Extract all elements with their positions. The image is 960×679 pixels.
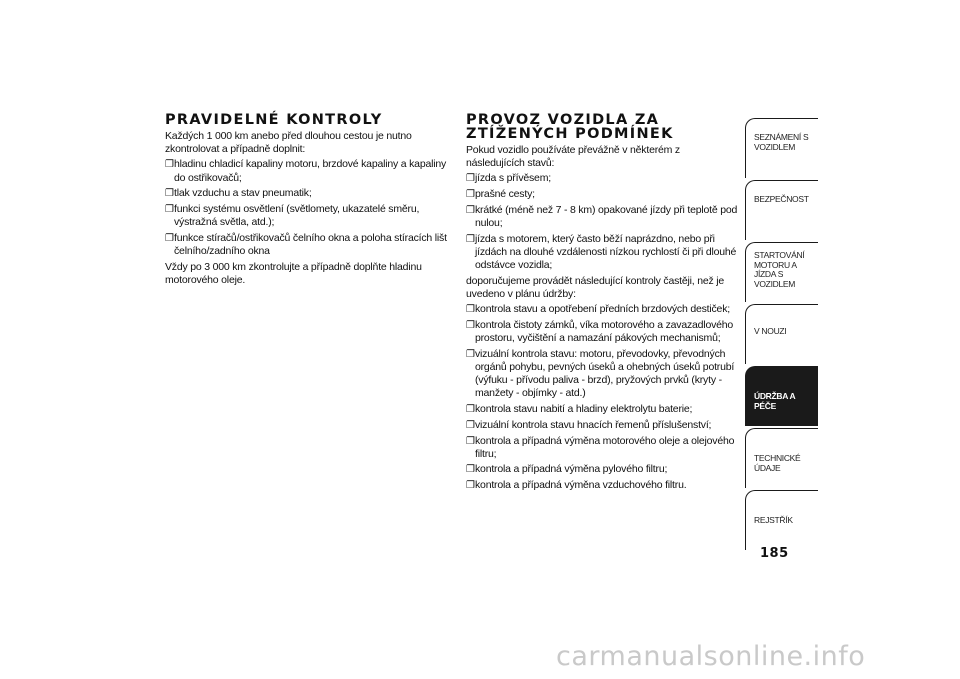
checkbox-bullet-icon: ❐ <box>165 204 174 216</box>
right-intro: Pokud vozidlo používáte převážně v některém z následujících stavů: <box>466 144 680 170</box>
tab-udrzba-a-pece[interactable]: ÚDRŽBA A PÉČE <box>745 366 818 426</box>
checkbox-bullet-icon: ❐ <box>165 232 174 244</box>
list-item: ❐ funkci systému osvětlení (světlomety, ukazatelé směru, výstražná světla, atd.); <box>165 203 420 229</box>
section-title-regular-checks: PRAVIDELNÉ KONTROLY <box>165 112 383 128</box>
list-item: ❐ tlak vzduchu a stav pneumatik; <box>165 187 312 200</box>
checkbox-bullet-icon: ❐ <box>466 304 475 316</box>
checkbox-bullet-icon: ❐ <box>466 189 475 201</box>
tab-bezpecnost[interactable]: BEZPEČNOST <box>745 180 818 240</box>
list-item: ❐ kontrola a případná výměna vzduchového filtru. <box>466 479 687 492</box>
checkbox-bullet-icon: ❐ <box>466 419 475 431</box>
right-middle: doporučujeme provádět následující kontroly častěji, než je uvedeno v plánu údržby: <box>466 274 725 301</box>
left-intro: Každých 1 000 km anebo před dlouhou cestou je nutno zkontrolovat a případně doplnit: <box>165 130 412 156</box>
checkbox-bullet-icon: ❐ <box>466 404 475 416</box>
tab-startovani-motoru[interactable]: STARTOVÁNÍ MOTORU A JÍZDA S VOZIDLEM <box>745 242 818 302</box>
right-column <box>466 113 738 495</box>
list-item: ❐ vizuální kontrola stavu: motoru, převodovky, převodných orgánů pohybu, pevných úseků a ohebných úseků potrubí (výfuku - přívodu paliva - brzd), pryžových prvků (kryty - manžety - objímky - atd.) <box>466 347 735 400</box>
list-item: ❐ krátké (méně než 7 - 8 km) opakované jízdy při teplotě pod nulou; <box>466 203 738 230</box>
list-item: ❐ kontrola stavu a opotřebení předních brzdových destiček; <box>466 303 730 316</box>
tab-seznameni-s-vozidlem[interactable]: SEZNÁMENÍ S VOZIDLEM <box>745 118 818 178</box>
chapter-tabs <box>745 118 818 552</box>
checkbox-bullet-icon: ❐ <box>466 204 475 216</box>
watermark-text: carmanualsonline.info <box>556 641 866 672</box>
left-column <box>165 113 447 287</box>
tab-technicke-udaje[interactable]: TECHNICKÉ ÚDAJE <box>745 428 818 488</box>
checkbox-bullet-icon: ❐ <box>165 159 174 171</box>
title-line-1: PROVOZ VOZIDLA ZA <box>466 112 660 128</box>
checkbox-bullet-icon: ❐ <box>466 464 475 476</box>
page-number: 185 <box>760 546 789 561</box>
list-item: ❐ funkce stíračů/ostřikovačů čelního okna a poloha stíracích lišt čelního/zadního okna <box>165 231 447 258</box>
checkbox-bullet-icon: ❐ <box>466 348 475 360</box>
list-item: ❐ kontrola stavu nabití a hladiny elektrolytu baterie; <box>466 403 693 416</box>
tab-rejstrik[interactable]: REJSTŘÍK <box>745 490 818 550</box>
list-item: ❐ vizuální kontrola stavu hnacích řemenů příslušenství; <box>466 418 712 431</box>
list-item: ❐ jízda s motorem, který často běží naprázdno, nebo při jízdách na dlouhé vzdálenosti nízkou rychlostí či při dlouhé odstávce vozidla; <box>466 232 737 272</box>
checkbox-bullet-icon: ❐ <box>466 435 475 447</box>
tab-v-nouzi[interactable]: V NOUZI <box>745 304 818 364</box>
list-item: ❐ kontrola a případná výměna pylového filtru; <box>466 463 668 476</box>
checkbox-bullet-icon: ❐ <box>466 233 475 245</box>
checkbox-bullet-icon: ❐ <box>466 173 475 185</box>
list-item: ❐ jízda s přívěsem; <box>466 172 551 185</box>
left-outro: Vždy po 3 000 km zkontrolujte a případně doplňte hladinu motorového oleje. <box>165 260 422 287</box>
checkbox-bullet-icon: ❐ <box>165 188 174 200</box>
list-item: ❐ hladinu chladicí kapaliny motoru, brzdové kapaliny a kapaliny do ostřikovačů; <box>165 158 447 184</box>
list-item: ❐ kontrola a případná výměna motorového oleje a olejového filtru; <box>466 434 735 460</box>
checkbox-bullet-icon: ❐ <box>466 319 475 331</box>
list-item: ❐ kontrola čistoty zámků, víka motorového a zavazadlového prostoru, vyčištění a namazání pákových mechanismů; <box>466 318 734 345</box>
checkbox-bullet-icon: ❐ <box>466 480 475 492</box>
title-line-2: ZTÍŽENÝCH PODMÍNEK <box>466 126 674 142</box>
list-item: ❐ prašné cesty; <box>466 188 535 201</box>
section-title-difficult-conditions <box>466 113 738 141</box>
